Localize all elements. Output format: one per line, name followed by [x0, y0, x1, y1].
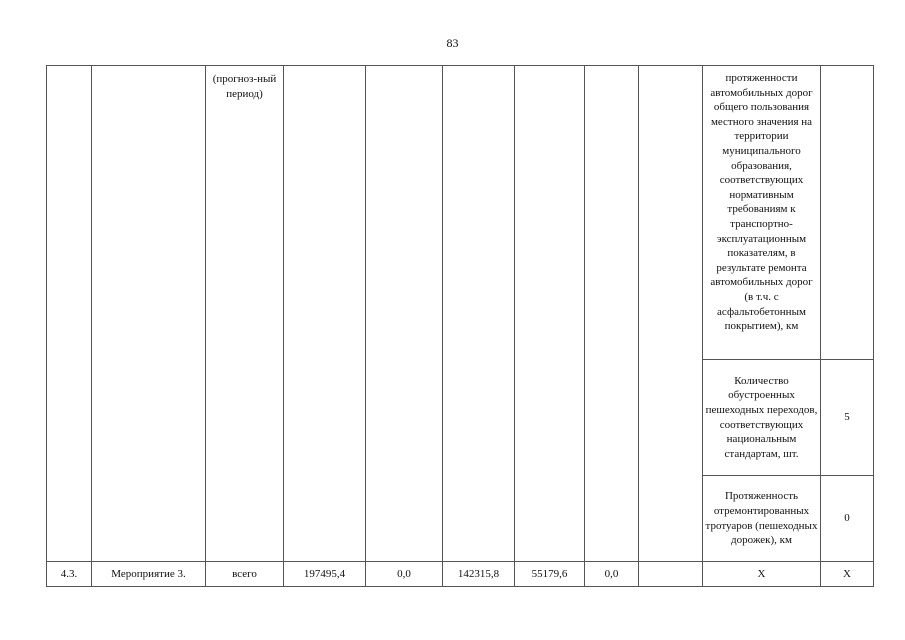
table-row-4-3 [47, 562, 874, 587]
period-label: (прогноз-ный период) [206, 66, 284, 562]
row-col8: 0,0 [585, 562, 639, 587]
row-col6: 142315,8 [443, 562, 515, 587]
table-row [47, 66, 874, 360]
program-table [46, 65, 874, 587]
indicator-name: протяженности автомобильных дорог общего пользования местного значения на территории муниципального образования, соответствующих нормативным требованиям к транспортно-эксплуатационным показателям, в результате ремонта автомобильных дорог (в т.ч. с асфальтобетонным покрытием), км [703, 66, 821, 360]
row-number: 4.3. [47, 562, 92, 587]
row-col5: 0,0 [366, 562, 443, 587]
row-total: 197495,4 [284, 562, 366, 587]
row-col9 [639, 562, 703, 587]
cell-col9 [639, 66, 703, 562]
cell-col7 [515, 66, 585, 562]
row-col7: 55179,6 [515, 562, 585, 587]
row-source: всего [206, 562, 284, 587]
indicator-name: Протяженность отремонтированных тротуаров (пешеходных дорожек), км [703, 476, 821, 562]
row-value: Х [821, 562, 874, 587]
indicator-value [821, 66, 874, 360]
cell-col8 [585, 66, 639, 562]
indicator-name: Количество обустроенных пешеходных переходов, соответствующих национальным стандартам, шт. [703, 360, 821, 476]
row-name: Мероприятие 3. [92, 562, 206, 587]
cell-col6 [443, 66, 515, 562]
cell-name [92, 66, 206, 562]
cell-col5 [366, 66, 443, 562]
indicator-value: 0 [821, 476, 874, 562]
cell-total [284, 66, 366, 562]
row-indicator: Х [703, 562, 821, 587]
page-number: 83 [446, 36, 459, 50]
cell-number [47, 66, 92, 562]
indicator-value: 5 [821, 360, 874, 476]
